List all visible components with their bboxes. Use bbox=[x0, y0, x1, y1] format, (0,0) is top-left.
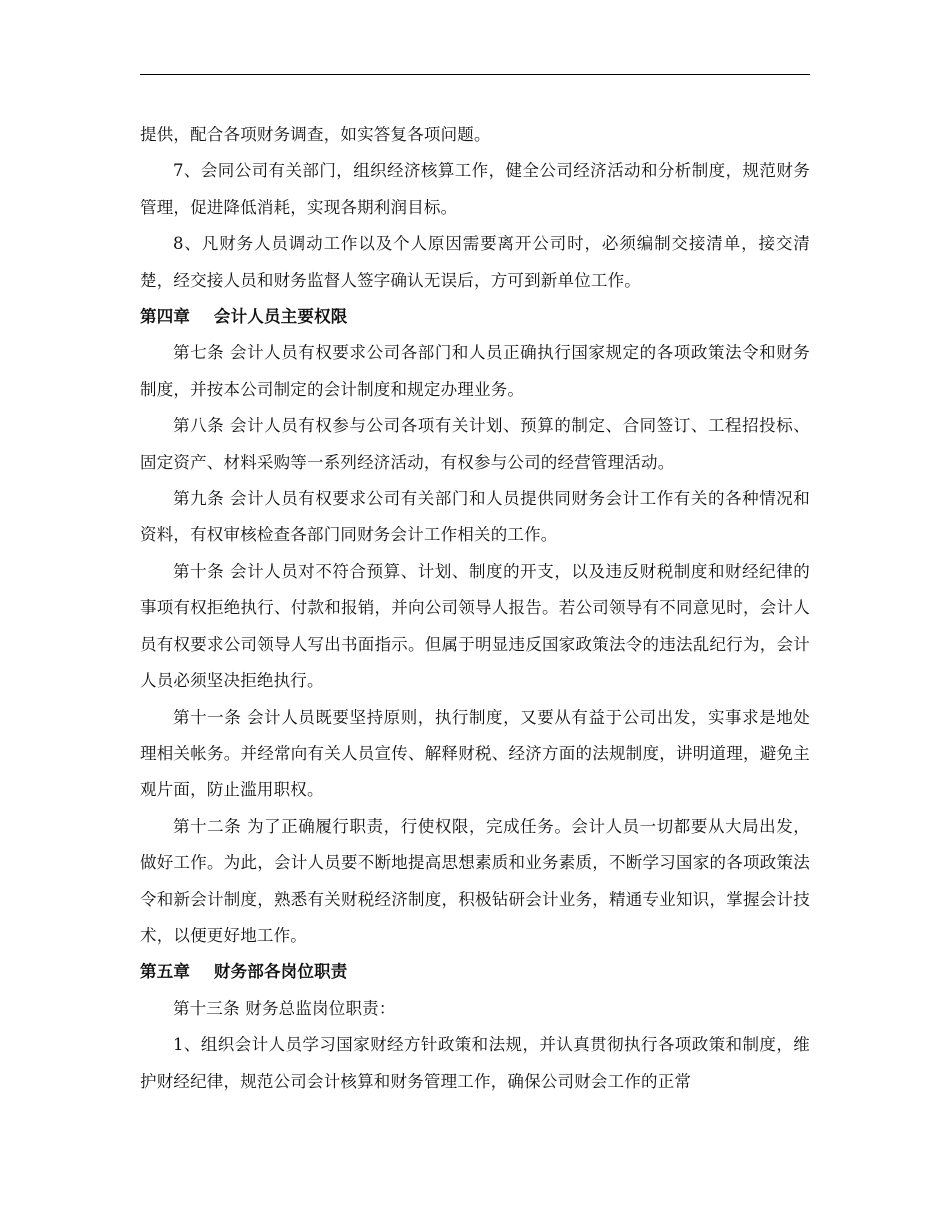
document-body bbox=[140, 117, 810, 1100]
chapter-heading-4: 第四章 会计人员主要权限 bbox=[140, 307, 348, 327]
header-rule bbox=[140, 74, 810, 75]
article-9: 第九条 会计人员有权要求公司有关部门和人员提供同财务会计工作有关的各种情况和资料，有权审核检查各部门同财务会计工作相关的工作。 bbox=[140, 489, 810, 545]
article-11: 第十一条 会计人员既要坚持原则，执行制度，又要从有益于公司出发，实事求是地处理相关帐务。并经常向有关人员宣传、解释财税、经济方面的法规制度，讲明道理，避免主观片面，防止滥用职权。 bbox=[140, 707, 810, 800]
paragraph-continuation: 提供，配合各项财务调查，如实答复各项问题。 bbox=[140, 125, 491, 144]
article-13-item-1: 1、组织会计人员学习国家财经方针政策和法规，并认真贯彻执行各项政策和制度，维护财经纪律，规范公司会计核算和财务管理工作，确保公司财会工作的正常 bbox=[140, 1035, 810, 1091]
chapter-heading-5: 第五章 财务部各岗位职责 bbox=[140, 962, 348, 982]
paragraph-item-7: 7、会同公司有关部门，组织经济核算工作，健全公司经济活动和分析制度，规范财务管理，促进降低消耗，实现各期利润目标。 bbox=[140, 161, 810, 217]
article-12: 第十二条 为了正确履行职责，行使权限，完成任务。会计人员一切都要从大局出发，做好工作。为此，会计人员要不断地提高思想素质和业务素质，不断学习国家的各项政策法令和新会计制度，熟悉有关财税经济制度，积极钻研会计业务，精通专业知识，掌握会计技术，以便更好地工作。 bbox=[140, 816, 810, 945]
article-7: 第七条 会计人员有权要求公司各部门和人员正确执行国家规定的各项政策法令和财务制度，并按本公司制定的会计制度和规定办理业务。 bbox=[140, 343, 810, 399]
article-10: 第十条 会计人员对不符合预算、计划、制度的开支，以及违反财税制度和财经纪律的事项有权拒绝执行、付款和报销，并向公司领导人报告。若公司领导有不同意见时，会计人员有权要求公司领导人写出书面指示。但属于明显违反国家政策法令的违法乱纪行为，会计人员必须坚决拒绝执行。 bbox=[140, 561, 810, 691]
paragraph-item-8: 8、凡财务人员调动工作以及个人原因需要离开公司时，必须编制交接清单，接交清楚，经交接人员和财务监督人签字确认无误后，方可到新单位工作。 bbox=[140, 234, 810, 290]
article-8: 第八条 会计人员有权参与公司各项有关计划、预算的制定、合同签订、工程招投标、固定资产、材料采购等一系列经济活动，有权参与公司的经营管理活动。 bbox=[140, 416, 810, 472]
article-13: 第十三条 财务总监岗位职责： bbox=[173, 998, 396, 1018]
